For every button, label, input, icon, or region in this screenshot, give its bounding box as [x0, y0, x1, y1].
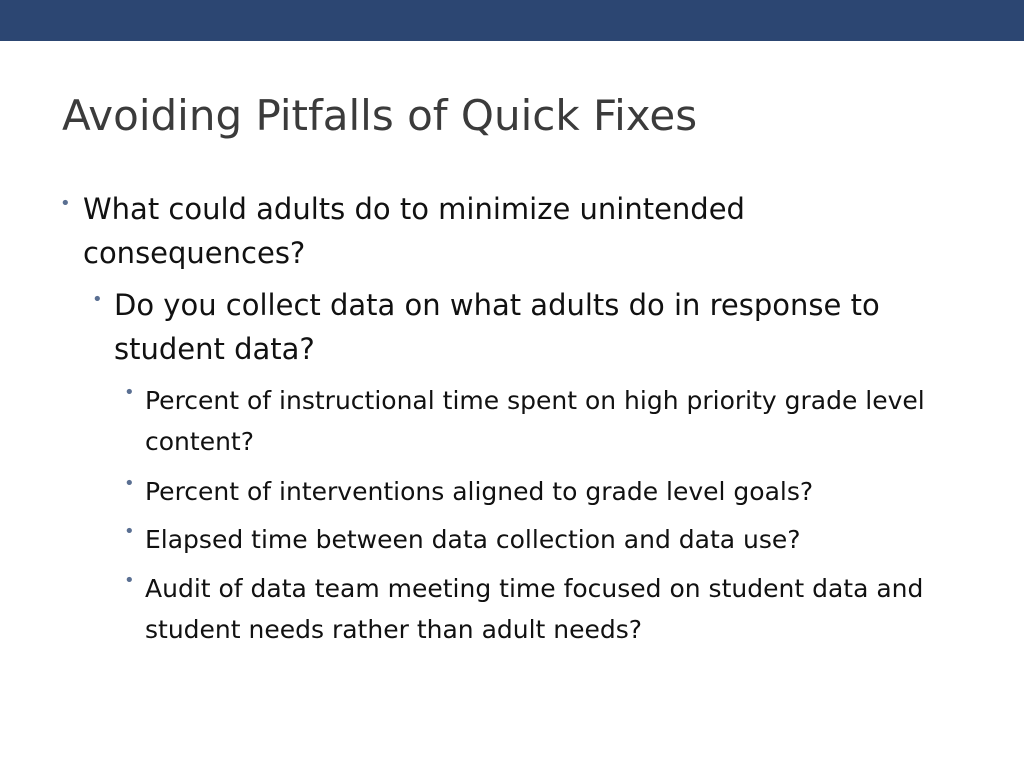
bullet-item: [124, 568, 985, 650]
slide-title: Avoiding Pitfalls of Quick Fixes: [62, 91, 698, 140]
bullet-item: [60, 187, 963, 275]
bullet-icon: •: [124, 521, 135, 542]
bullet-icon: •: [124, 570, 135, 591]
bullet-text: Do you collect data on what adults do in response to student data?: [114, 288, 880, 366]
bullet-text: Elapsed time between data collection and data use?: [145, 525, 801, 554]
bullet-icon: •: [60, 193, 71, 214]
bullet-icon: •: [92, 289, 103, 310]
bullet-text: Percent of interventions aligned to grade level goals?: [145, 477, 814, 506]
bullet-item: [124, 471, 985, 512]
bullet-item: [124, 519, 985, 560]
bullet-text: Percent of instructional time spent on high priority grade level content?: [145, 386, 925, 456]
header-bar: [0, 0, 1024, 41]
bullet-item: [124, 380, 985, 462]
bullet-icon: •: [124, 382, 135, 403]
bullet-icon: •: [124, 473, 135, 494]
bullet-text: Audit of data team meeting time focused on student data and student needs rather than adult needs?: [145, 574, 924, 644]
bullet-item: [92, 283, 974, 371]
bullet-text: What could adults do to minimize unintended consequences?: [83, 192, 745, 270]
